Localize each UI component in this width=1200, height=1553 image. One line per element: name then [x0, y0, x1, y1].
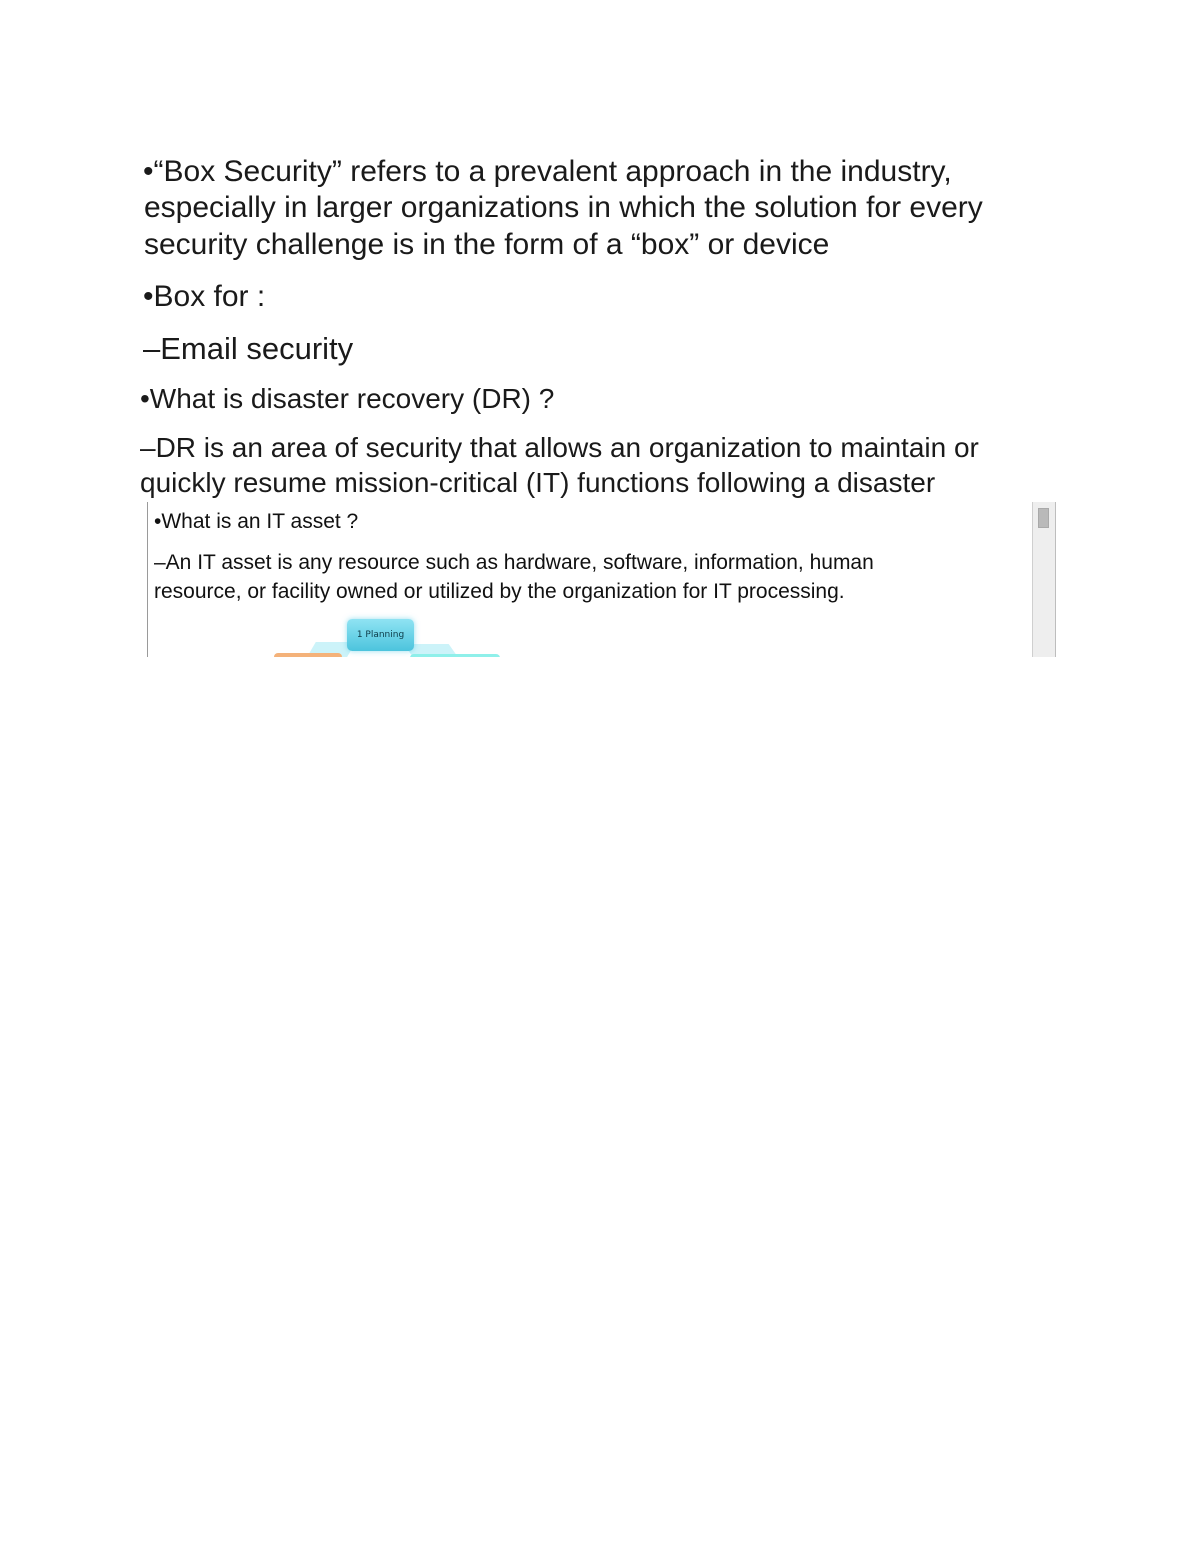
- vertical-scrollbar[interactable]: [1032, 502, 1056, 657]
- sub-bullet-dr-definition: –DR is an area of security that allows an organization to maintain or: [140, 432, 979, 463]
- diagram-node-cyan: [410, 654, 500, 657]
- sub-bullet-dr-definition-cont: quickly resume mission-critical (IT) functions following a disaster: [140, 467, 936, 498]
- embedded-slide-screenshot: [147, 502, 1056, 657]
- scrollbar-thumb[interactable]: [1038, 508, 1049, 528]
- it-asset-question: •What is an IT asset ?: [154, 510, 359, 533]
- sub-bullet-email-security: –Email security: [143, 331, 354, 366]
- it-asset-answer-line2: resource, or facility owned or utilized by the organization for IT processing.: [154, 580, 845, 603]
- paragraph-line: especially in larger organizations in which the solution for every: [144, 191, 983, 224]
- bullet-disaster-recovery-question: •What is disaster recovery (DR) ?: [140, 383, 555, 414]
- paragraph-line: •“Box Security” refers to a prevalent approach in the industry,: [143, 155, 952, 188]
- planning-diagram: [148, 612, 648, 657]
- diagram-node-planning: 1 Planning: [347, 619, 414, 651]
- bullet-box-for: •Box for :: [143, 280, 266, 313]
- diagram-node-orange: [274, 653, 342, 657]
- it-asset-answer-line1: –An IT asset is any resource such as hardware, software, information, human: [154, 551, 874, 574]
- paragraph-line: security challenge is in the form of a “box” or device: [144, 228, 830, 261]
